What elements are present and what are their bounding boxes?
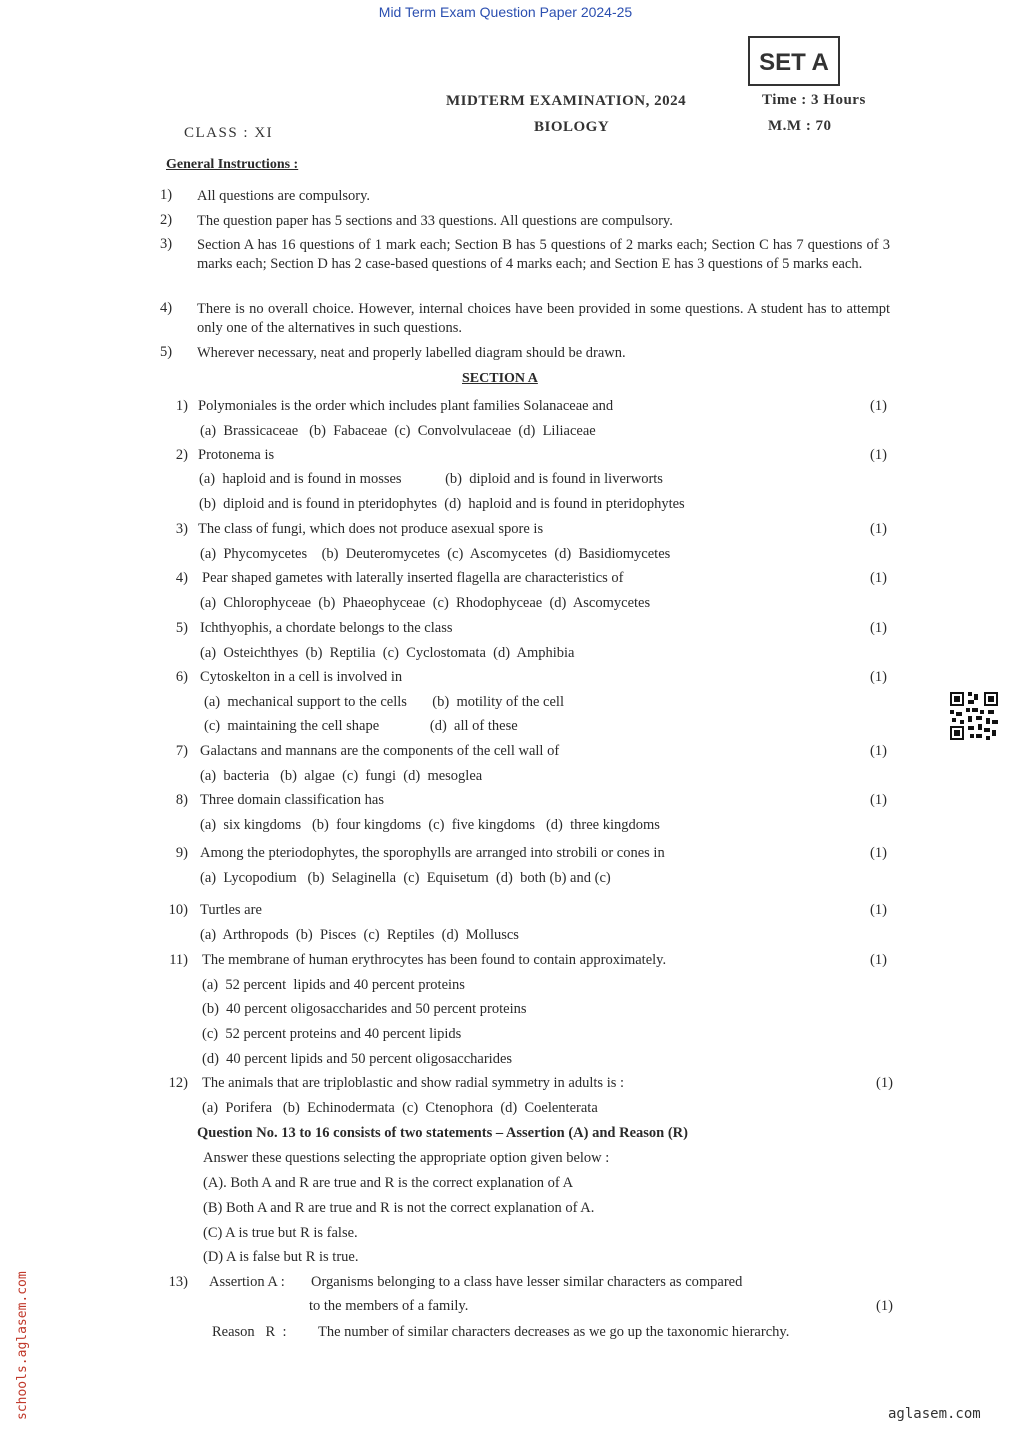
instruction-text: Wherever necessary, neat and properly labelled diagram should be drawn. (197, 345, 626, 361)
time-label: Time : 3 Hours (762, 92, 866, 108)
question-option-line: (a) Porifera (b) Echinodermata (c) Ctenophora (d) Coelenterata (202, 1100, 598, 1116)
question-text: The membrane of human erythrocytes has been found to contain approximately. (202, 952, 667, 968)
side-watermark (10, 1230, 32, 1420)
question-number: 3) (175, 521, 188, 537)
max-marks-label: M.M : 70 (768, 118, 832, 134)
instruction-text: There is no overall choice. However, internal choices have been provided in some questions. A student has to attempt only one of the alternatives in such questions. (197, 301, 890, 336)
question-number: 11) (169, 952, 188, 968)
instruction-number: 5) (160, 344, 173, 360)
question-text: Galactans and mannans are the components of the cell wall of (200, 743, 560, 759)
assertion-text: to the members of a family. (309, 1298, 469, 1314)
question-number: 4) (175, 570, 188, 586)
question-text: Protonema is (198, 447, 275, 463)
question-marks: (1) (870, 620, 887, 636)
question-number: 12) (168, 1075, 188, 1091)
assertion-reason-option: (D) A is false but R is true. (203, 1249, 359, 1265)
reason-label: Reason R : (212, 1324, 287, 1340)
question-option-line: (c) 52 percent proteins and 40 percent lipids (202, 1026, 462, 1042)
instruction-text: Section A has 16 questions of 1 mark each; Section B has 5 questions of 2 marks each; Section C has 7 questions of 3 marks each; Section D has 2 case-based questions of 4 marks each; and Section E has 3 questions of 5 marks each. (197, 237, 890, 272)
question-marks: (1) (870, 902, 887, 918)
qr-code-icon (950, 692, 998, 740)
question-marks: (1) (876, 1298, 893, 1314)
question-marks: (1) (870, 398, 887, 414)
instruction-number: 2) (160, 212, 173, 228)
question-marks: (1) (870, 792, 887, 808)
instructions-title: General Instructions : (166, 157, 299, 172)
exam-title: MIDTERM EXAMINATION, 2024 (446, 93, 687, 109)
question-number: 13) (168, 1274, 188, 1290)
question-option-line: (c) maintaining the cell shape (d) all of these (204, 718, 518, 734)
class-label: CLASS : XI (184, 125, 274, 141)
question-marks: (1) (870, 570, 887, 586)
question-number: 5) (175, 620, 188, 636)
instruction-text: All questions are compulsory. (197, 188, 371, 204)
question-option-line: (a) six kingdoms (b) four kingdoms (c) five kingdoms (d) three kingdoms (200, 817, 660, 833)
assertion-text: Organisms belonging to a class have lesser similar characters as compared (311, 1274, 743, 1290)
assertion-reason-option: (A). Both A and R are true and R is the correct explanation of A (203, 1175, 574, 1191)
question-number: 7) (175, 743, 188, 759)
question-text: The class of fungi, which does not produce asexual spore is (198, 521, 544, 537)
question-marks: (1) (870, 952, 887, 968)
set-label-box: SET A (748, 36, 840, 86)
question-option-line: (a) mechanical support to the cells (b) motility of the cell (204, 694, 564, 710)
question-marks: (1) (870, 521, 887, 537)
question-option-line: (a) Phycomycetes (b) Deuteromycetes (c) Ascomycetes (d) Basidiomycetes (200, 546, 671, 562)
question-text: Turtles are (200, 902, 262, 918)
instruction-text: The question paper has 5 sections and 33 questions. All questions are compulsory. (197, 213, 673, 229)
question-number: 6) (175, 669, 188, 685)
question-option-line: (a) Lycopodium (b) Selaginella (c) Equisetum (d) both (b) and (c) (200, 870, 611, 886)
question-marks: (1) (870, 447, 887, 463)
instruction-number: 3) (160, 236, 173, 252)
assertion-reason-option: (B) Both A and R are true and R is not the correct explanation of A. (203, 1200, 595, 1216)
question-number: 8) (175, 792, 188, 808)
subject-title: BIOLOGY (534, 119, 610, 135)
question-text: Three domain classification has (200, 792, 385, 808)
assertion-reason-instruction: Answer these questions selecting the appropriate option given below : (203, 1150, 610, 1166)
bottom-watermark: aglasem.com (888, 1406, 981, 1422)
question-option-line: (a) Osteichthyes (b) Reptilia (c) Cyclostomata (d) Amphibia (200, 645, 575, 661)
page-banner: Mid Term Exam Question Paper 2024-25 (378, 4, 633, 20)
question-marks: (1) (870, 669, 887, 685)
side-watermark-text: schools.aglasem.com (15, 1271, 30, 1420)
question-number: 2) (175, 447, 188, 463)
question-marks: (1) (870, 845, 887, 861)
question-number: 1) (175, 398, 188, 414)
question-text: Polymoniales is the order which includes plant families Solanaceae and (198, 398, 614, 414)
section-a-title: SECTION A (462, 371, 538, 386)
question-option-line: (b) diploid and is found in pteridophytes (d) haploid and is found in pteridophytes (199, 496, 685, 512)
question-option-line: (b) 40 percent oligosaccharides and 50 percent proteins (202, 1001, 527, 1017)
instruction-number: 4) (160, 300, 173, 316)
question-text: Pear shaped gametes with laterally inserted flagella are characteristics of (202, 570, 624, 586)
question-option-line: (a) Brassicaceae (b) Fabaceae (c) Convolvulaceae (d) Liliaceae (200, 423, 596, 439)
reason-text: The number of similar characters decreases as we go up the taxonomic hierarchy. (318, 1324, 790, 1340)
question-option-line: (a) 52 percent lipids and 40 percent proteins (202, 977, 465, 993)
question-option-line: (a) Chlorophyceae (b) Phaeophyceae (c) Rhodophyceae (d) Ascomycetes (200, 595, 651, 611)
assertion-reason-option: (C) A is true but R is false. (203, 1225, 358, 1241)
question-text: Cytoskelton in a cell is involved in (200, 669, 403, 685)
question-option-line: (a) bacteria (b) algae (c) fungi (d) mesoglea (200, 768, 483, 784)
question-option-line: (a) haploid and is found in mosses (b) diploid and is found in liverworts (199, 471, 663, 487)
question-text: Ichthyophis, a chordate belongs to the class (200, 620, 453, 636)
question-marks: (1) (876, 1075, 893, 1091)
question-text: The animals that are triploblastic and show radial symmetry in adults is : (202, 1075, 625, 1091)
assertion-label: Assertion A : (209, 1274, 285, 1290)
question-marks: (1) (870, 743, 887, 759)
question-option-line: (d) 40 percent lipids and 50 percent oligosaccharides (202, 1051, 513, 1067)
question-option-line: (a) Arthropods (b) Pisces (c) Reptiles (d) Molluscs (200, 927, 519, 943)
question-text: Among the pteriodophytes, the sporophylls are arranged into strobili or cones in (200, 845, 665, 861)
question-number: 9) (175, 845, 188, 861)
question-number: 10) (168, 902, 188, 918)
assertion-reason-heading: Question No. 13 to 16 consists of two statements – Assertion (A) and Reason (R) (197, 1125, 688, 1141)
instruction-number: 1) (160, 187, 173, 203)
